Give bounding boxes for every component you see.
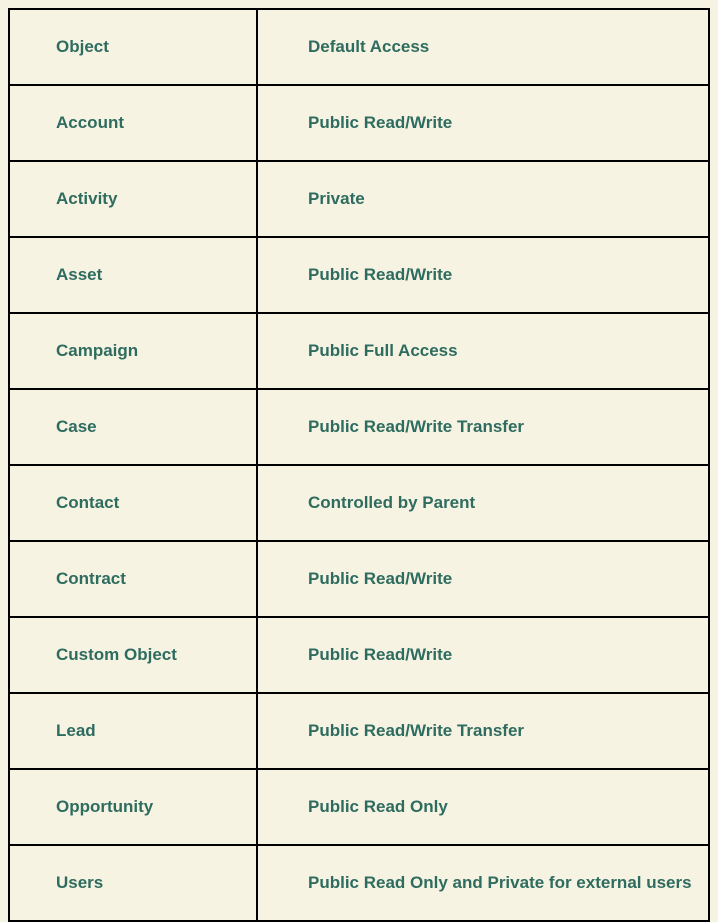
table-row <box>9 617 709 693</box>
default-access-table <box>8 8 710 922</box>
table-row <box>9 693 709 769</box>
header-cell-object: Object <box>9 9 257 85</box>
table-row <box>9 85 709 161</box>
table-row <box>9 465 709 541</box>
object-cell: Contact <box>9 465 257 541</box>
object-cell: Activity <box>9 161 257 237</box>
access-cell: Public Read/Write <box>257 85 709 161</box>
object-cell: Contract <box>9 541 257 617</box>
header-cell-default-access: Default Access <box>257 9 709 85</box>
object-cell: Asset <box>9 237 257 313</box>
table-row <box>9 313 709 389</box>
access-cell: Public Read/Write Transfer <box>257 389 709 465</box>
access-cell: Public Read Only <box>257 769 709 845</box>
object-cell: Users <box>9 845 257 921</box>
access-cell: Public Read/Write <box>257 541 709 617</box>
object-cell: Campaign <box>9 313 257 389</box>
access-cell: Public Read/Write Transfer <box>257 693 709 769</box>
object-cell: Lead <box>9 693 257 769</box>
access-cell: Controlled by Parent <box>257 465 709 541</box>
object-cell: Opportunity <box>9 769 257 845</box>
table-row <box>9 845 709 921</box>
table-header-row <box>9 9 709 85</box>
table-row <box>9 389 709 465</box>
access-cell: Private <box>257 161 709 237</box>
table-row <box>9 541 709 617</box>
access-cell: Public Full Access <box>257 313 709 389</box>
table-row <box>9 161 709 237</box>
access-cell: Public Read/Write <box>257 617 709 693</box>
table-body <box>9 9 709 921</box>
access-cell: Public Read Only and Private for external users <box>257 845 709 921</box>
object-cell: Account <box>9 85 257 161</box>
access-cell: Public Read/Write <box>257 237 709 313</box>
table-row <box>9 769 709 845</box>
table-row <box>9 237 709 313</box>
object-cell: Custom Object <box>9 617 257 693</box>
object-cell: Case <box>9 389 257 465</box>
